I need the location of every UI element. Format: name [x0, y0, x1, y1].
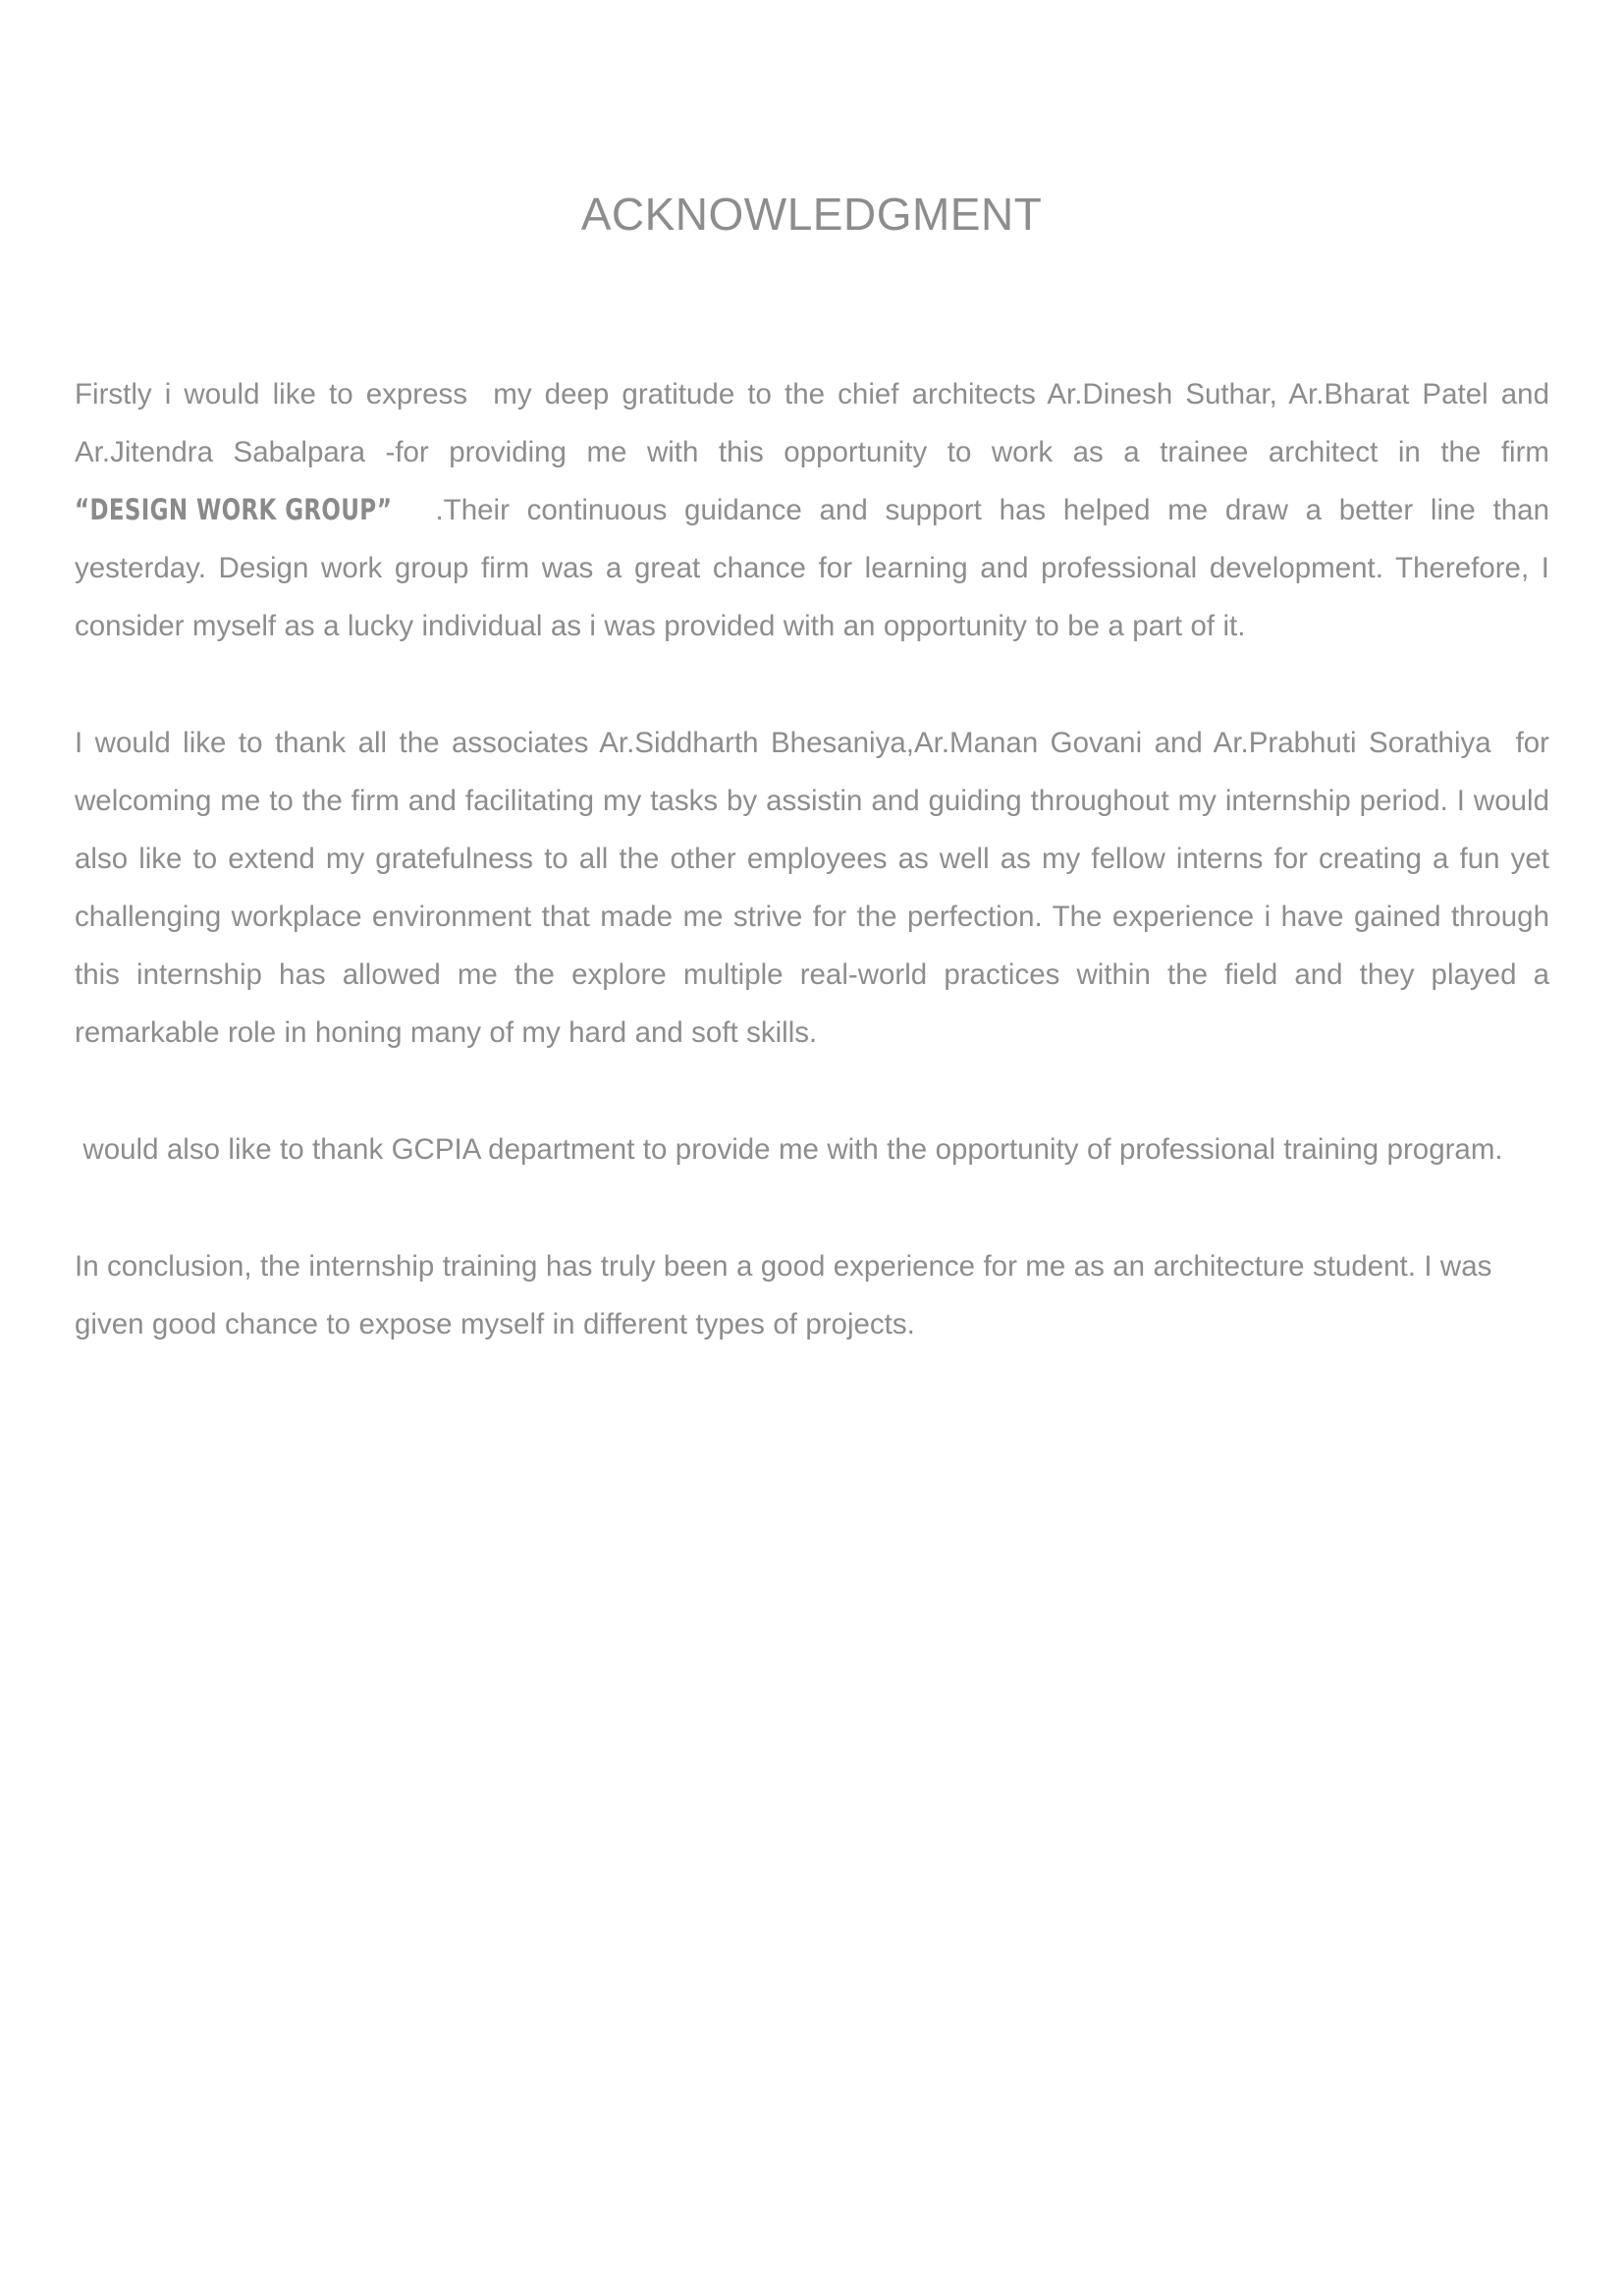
- document-body: [75, 365, 1558, 1353]
- paragraph-gcpia: would also like to thank GCPIA department to provide me with the opportunity of professional training program.: [75, 1133, 1503, 1166]
- paragraph-gratitude-text-after: .Their continuous guidance and support has helped me draw a better line than yesterday. Design work group firm was a great chance for learning and professional development. Therefore, I consider myself as a lucky individual as i was provided with an opportunity to be a part of it.: [75, 494, 1558, 642]
- page-title: ACKNOWLEDGMENT: [580, 188, 1043, 240]
- firm-name-highlight: “DESIGN WORK GROUP”: [75, 493, 393, 526]
- paragraph-gratitude-text-before: Firstly i would like to express my deep gratitude to the chief architects Ar.Dinesh Suthar, Ar.Bharat Patel and Ar.Jitendra Sabalpara -for providing me with this opportunity to work as a trainee architect in the firm: [75, 378, 1558, 468]
- paragraph-conclusion: In conclusion, the internship training has truly been a good experience for me as an architecture student. I was given good chance to expose myself in different types of projects.: [75, 1250, 1500, 1340]
- paragraph-gratitude: [75, 365, 1558, 655]
- paragraph-associates: I would like to thank all the associates Ar.Siddharth Bhesaniya,Ar.Manan Govani and Ar.Prabhuti Sorathiya for welcoming me to the firm and facilitating my tasks by assistin and guiding throughout my internship period. I would also like to extend my gratefulness to all the other employees as well as my fellow interns for creating a fun yet challenging workplace environment that made me strive for the perfection. The experience i have gained through this internship has allowed me the explore multiple real-world practices within the field and they played a remarkable role in honing many of my hard and soft skills.: [75, 727, 1558, 1049]
